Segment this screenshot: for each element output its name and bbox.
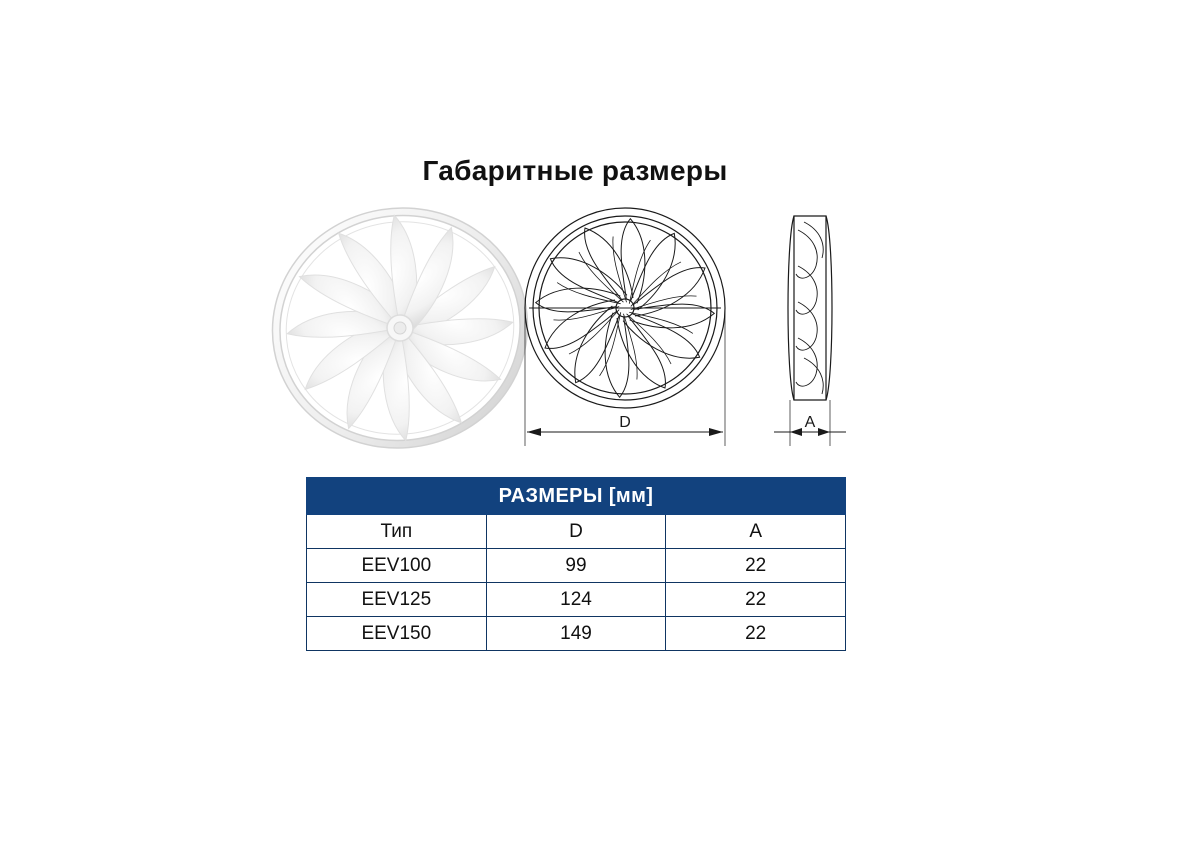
figures-group bbox=[0, 195, 1200, 475]
dimension-label-a: A bbox=[804, 414, 816, 431]
dimensions-table-wrapper bbox=[306, 477, 846, 651]
product-photo-svg bbox=[255, 200, 545, 455]
cell-type: EEV150 bbox=[307, 617, 487, 651]
column-header-a: A bbox=[666, 515, 846, 549]
dimension-label-d: D bbox=[619, 414, 631, 431]
cell-type: EEV125 bbox=[307, 583, 487, 617]
table-header-row bbox=[307, 478, 846, 515]
cell-a: 22 bbox=[666, 583, 846, 617]
front-view-svg bbox=[515, 200, 765, 470]
table-row bbox=[307, 549, 846, 583]
front-view bbox=[515, 200, 765, 470]
cell-a: 22 bbox=[666, 617, 846, 651]
cell-d: 149 bbox=[486, 617, 666, 651]
product-photo bbox=[255, 200, 545, 455]
page-title: Габаритные размеры bbox=[422, 155, 728, 186]
column-header-d: D bbox=[486, 515, 666, 549]
side-view-svg bbox=[770, 200, 890, 470]
side-view bbox=[770, 200, 890, 470]
table-column-header-row bbox=[307, 515, 846, 549]
cell-d: 99 bbox=[486, 549, 666, 583]
cell-a: 22 bbox=[666, 549, 846, 583]
cell-type: EEV100 bbox=[307, 549, 487, 583]
cell-d: 124 bbox=[486, 583, 666, 617]
table-title: РАЗМЕРЫ [мм] bbox=[307, 478, 846, 515]
table-row bbox=[307, 583, 846, 617]
dimensions-table bbox=[306, 477, 846, 651]
column-header-type: Тип bbox=[307, 515, 487, 549]
table-row bbox=[307, 617, 846, 651]
